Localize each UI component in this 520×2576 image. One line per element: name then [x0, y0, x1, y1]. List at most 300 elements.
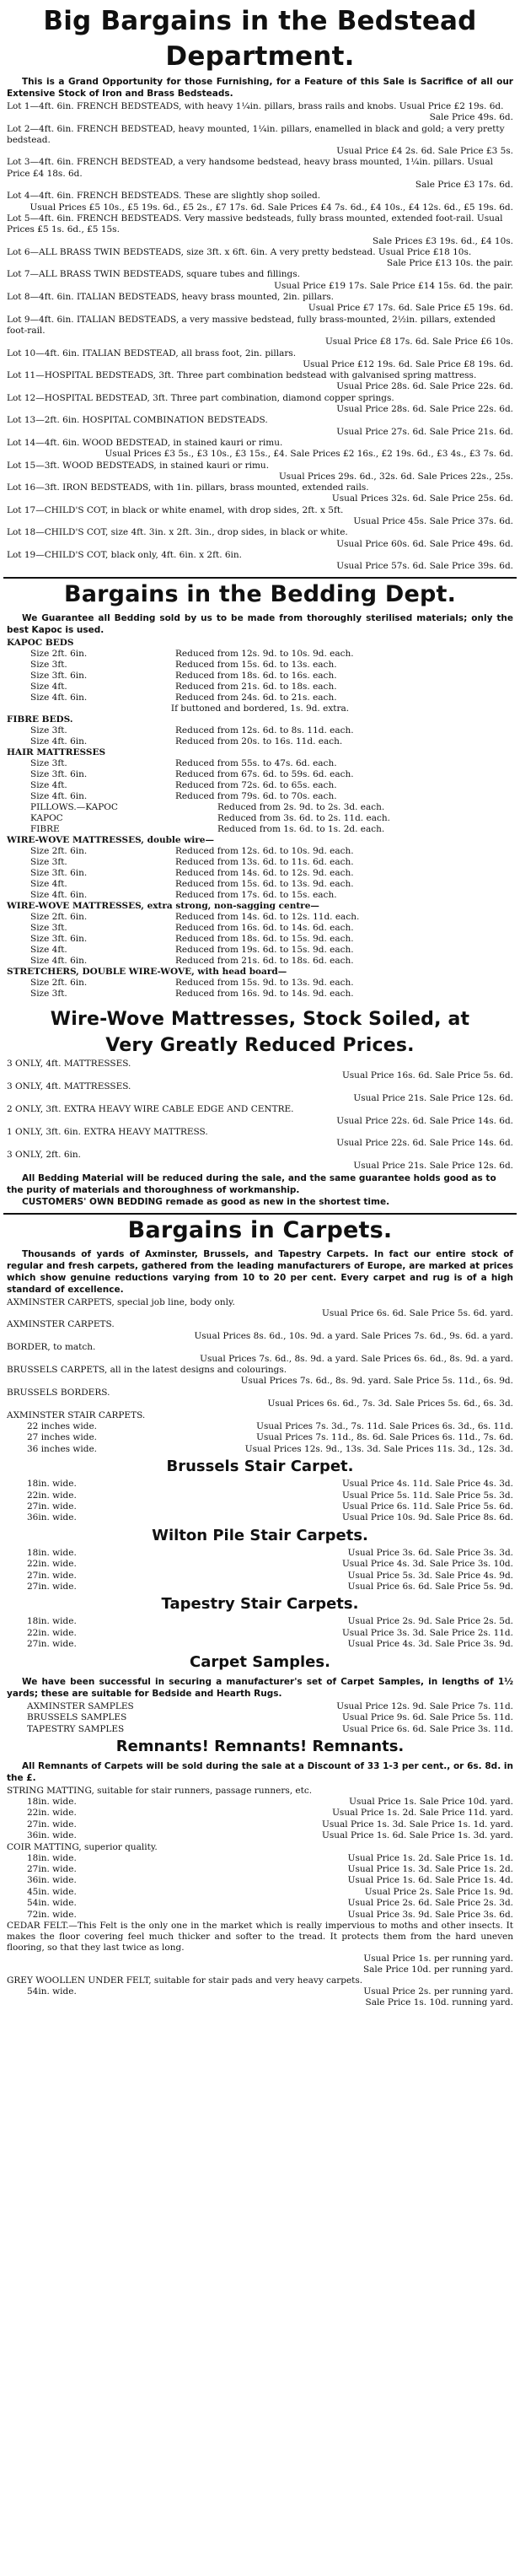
pillows-list	[3, 802, 517, 835]
soiled-item-price: Usual Price 21s. Sale Price 12s. 6d.	[353, 1161, 513, 1172]
item-size: KAPOC	[30, 813, 63, 824]
price-row	[7, 923, 513, 934]
soiled-section	[3, 1006, 517, 1207]
item-price: Reduced from 13s. 6d. to 11s. 6d. each.	[175, 857, 354, 868]
bedstead-lot	[7, 269, 513, 292]
carpet-line	[7, 1342, 513, 1365]
wilton-list	[3, 1548, 517, 1593]
item-size: Size 4ft. 6in.	[30, 693, 88, 703]
item-price: Reduced from 14s. 6d. to 12s. 11d. each.	[175, 912, 360, 923]
price-row	[7, 934, 513, 945]
soiled-items	[3, 1059, 517, 1172]
item-price: Reduced from 67s. 6d. to 59s. 6d. each.	[175, 769, 354, 780]
item-price: Usual Price 6s. 6d. Sale Price 3s. 11d.	[341, 1723, 513, 1734]
brussels-stair-title: Brussels Stair Carpet.	[166, 1458, 354, 1476]
cedar-usual: Usual Price 1s. per running yard.	[363, 1953, 513, 1964]
bedding-intro: We Guarantee all Bedding sold by us to be made from thoroughly sterilised materials; only the best Kapoc is used.	[7, 613, 513, 636]
item-size: Size 4ft. 6in.	[30, 956, 88, 967]
item-size: 36in. wide.	[27, 1512, 77, 1523]
price-row	[7, 868, 513, 879]
soiled-note: All Bedding Material will be reduced during the sale, and the same guarantee holds good as to the purity of materials and thoroughness of workmanship.	[7, 1172, 496, 1195]
samples-intro: We have been successful in securing a manufacturer's set of Carpet Samples, in lengths of 1½ yards; these are suitable for Bedside and Hearth Rugs.	[7, 1676, 513, 1699]
price-row	[7, 1548, 513, 1559]
item-size: 36in. wide.	[27, 1830, 77, 1841]
item-size: Size 3ft.	[30, 989, 67, 1000]
soiled-item-price: Usual Price 16s. 6d. Sale Price 5s. 6d.	[341, 1070, 513, 1081]
price-row	[7, 1639, 513, 1650]
fibre-heading: FIBRE BEDS.	[7, 714, 73, 725]
bedstead-title-2: Department.	[165, 41, 355, 72]
price-row	[7, 989, 513, 1000]
lot-price: Usual Prices £3 5s., £3 10s., £3 15s., £4. Sale Prices £2 16s., £2 19s. 6d., £3 4s., £3 7s. 6d.	[105, 449, 513, 460]
item-price: Usual Price 1s. 3d. Sale Price 1s. 1d. yard.	[322, 1819, 513, 1830]
item-size: 18in. wide.	[27, 1796, 77, 1807]
price-row	[7, 780, 513, 791]
item-size: 54in. wide.	[27, 1898, 77, 1909]
item-price: Usual Price 2s. 6d. Sale Price 2s. 3d.	[347, 1898, 513, 1909]
item-price: Reduced from 20s. to 16s. 11d. each.	[175, 736, 343, 747]
item-price: Usual Price 9s. 6d. Sale Price 5s. 11d.	[341, 1712, 513, 1723]
item-size: Size 4ft. 6in.	[30, 736, 88, 747]
item-size: BRUSSELS SAMPLES	[27, 1712, 127, 1723]
lot-description: Lot 2—4ft. 6in. FRENCH BEDSTEAD, heavy mounted, 1¼in. pillars, enamelled in black and gold; a very pretty bedstead.	[7, 123, 505, 145]
bedstead-lot	[7, 438, 513, 461]
lot-description: Lot 4—4ft. 6in. FRENCH BEDSTEADS. These are slightly shop soiled.	[7, 191, 321, 202]
item-price: Reduced from 24s. 6d. to 21s. each.	[175, 693, 337, 703]
carpet-line-price: Usual Price 6s. 6d. Sale Price 5s. 6d. yard.	[322, 1307, 513, 1318]
item-price: Reduced from 21s. 6d. to 18s. each.	[175, 682, 337, 693]
price-row	[7, 649, 513, 660]
carpet-line	[7, 1410, 513, 1421]
soiled-item-text: 3 ONLY, 2ft. 6in.	[7, 1149, 81, 1160]
carpet-line-text: AXMINSTER CARPETS.	[7, 1319, 115, 1330]
item-size: Size 2ft. 6in.	[30, 978, 88, 989]
lot-price: Usual Price 27s. 6d. Sale Price 21s. 6d.	[336, 426, 513, 437]
lot-description: Lot 16—3ft. IRON BEDSTEADS, with 1in. pillars, brass mounted, extended rails.	[7, 482, 369, 493]
soiled-item	[7, 1127, 513, 1150]
item-size: Size 3ft.	[30, 725, 67, 736]
item-price: Reduced from 12s. 6d. to 10s. 9d. each.	[175, 846, 354, 857]
lot-description: Lot 11—HOSPITAL BEDSTEADS, 3ft. Three part combination bedstead with galvanised spring mattress.	[7, 370, 477, 381]
price-row	[7, 671, 513, 682]
price-row	[7, 1808, 513, 1819]
wire-list	[3, 846, 517, 901]
hair-heading: HAIR MATTRESSES	[7, 747, 106, 758]
string-heading: STRING MATTING, suitable for stair runners, passage runners, etc.	[7, 1785, 313, 1796]
bedstead-title: Big Bargains in the Bedstead	[43, 6, 477, 36]
carpet-line-price: Usual Prices 7s. 6d., 8s. 9d. yard. Sale Price 5s. 11d., 6s. 9d.	[240, 1376, 513, 1387]
soiled-item-price: Usual Price 22s. 6d. Sale Price 14s. 6d.	[336, 1115, 513, 1126]
item-price: Usual Price 3s. 6d. Sale Price 3s. 3d.	[347, 1547, 513, 1558]
soiled-item-text: 2 ONLY, 3ft. EXTRA HEAVY WIRE CABLE EDGE AND CENTRE.	[7, 1104, 294, 1115]
price-row	[7, 813, 513, 824]
soiled-title: Wire-Wove Mattresses, Stock Soiled, at	[50, 1009, 470, 1031]
item-price: Usual Price 10s. 9d. Sale Price 8s. 6d.	[341, 1512, 513, 1523]
brussels-stair-list	[3, 1479, 517, 1524]
item-price: Reduced from 18s. 6d. to 16s. each.	[175, 671, 337, 682]
soiled-item	[7, 1059, 513, 1081]
bedstead-lot	[7, 550, 513, 573]
soiled-title-2: Very Greatly Reduced Prices.	[105, 1035, 415, 1057]
item-size: 22 inches wide.	[27, 1421, 98, 1431]
lot-price: Usual Price 28s. 6d. Sale Price 22s. 6d.	[336, 381, 513, 392]
lot-price: Usual Prices 32s. 6d. Sale Price 25s. 6d.	[331, 493, 513, 504]
lot-description: Lot 7—ALL BRASS TWIN BEDSTEADS, square tubes and fillings.	[7, 269, 300, 280]
item-size: Size 4ft.	[30, 945, 67, 956]
item-price: Reduced from 15s. 6d. to 13s. each.	[175, 660, 337, 671]
price-row	[7, 1910, 513, 1921]
carpet-line	[7, 1297, 513, 1320]
bedstead-lot	[7, 213, 513, 247]
price-row	[7, 1819, 513, 1830]
item-price: Usual Price 4s. 3d. Sale Price 3s. 9d.	[347, 1639, 513, 1650]
soiled-item-text: 3 ONLY, 4ft. MATTRESSES.	[7, 1059, 131, 1070]
item-price: Usual Price 2s. Sale Price 1s. 9d.	[364, 1886, 513, 1897]
item-size: Size 3ft. 6in.	[30, 934, 88, 945]
item-size: 22in. wide.	[27, 1559, 77, 1570]
item-price: Reduced from 16s. 6d. to 14s. 6d. each.	[175, 923, 354, 934]
item-size: Size 4ft. 6in.	[30, 791, 88, 802]
lot-description: Lot 12—HOSPITAL BEDSTEAD, 3ft. Three part combination, diamond copper springs.	[7, 392, 394, 403]
lot-price: Sale Price 49s. 6d.	[429, 112, 513, 123]
item-price: Usual Price 1s. 2d. Sale Price 1s. 1d.	[347, 1852, 513, 1863]
item-price: Reduced from 1s. 6d. to 1s. 2d. each.	[217, 824, 385, 835]
item-size: 27in. wide.	[27, 1863, 77, 1874]
price-row	[7, 1512, 513, 1523]
price-row	[7, 945, 513, 956]
bedstead-lot	[7, 101, 513, 124]
item-size: 27in. wide.	[27, 1582, 77, 1592]
price-row	[7, 1616, 513, 1627]
bedstead-lot	[7, 124, 513, 158]
bedstead-lot	[7, 482, 513, 505]
price-row	[7, 857, 513, 868]
lot-price: Usual Price £7 17s. 6d. Sale Price £5 19s. 6d.	[308, 303, 513, 314]
lot-description: Lot 13—2ft. 6in. HOSPITAL COMBINATION BEDSTEADS.	[7, 415, 268, 426]
item-price: Reduced from 21s. 6d. to 18s. 6d. each.	[175, 956, 354, 967]
hair-list	[3, 758, 517, 802]
price-row	[7, 1830, 513, 1841]
item-price: Usual Price 2s. 9d. Sale Price 2s. 5d.	[347, 1616, 513, 1627]
item-size: Size 2ft. 6in.	[30, 649, 88, 660]
lot-description: Lot 6—ALL BRASS TWIN BEDSTEADS, size 3ft. x 6ft. 6in. A very pretty bedstead. Usual Price £18 10s.	[7, 246, 472, 257]
item-price: Reduced from 17s. 6d. to 15s. each.	[175, 890, 337, 901]
carpet-line-text: AXMINSTER CARPETS, special job line, body only.	[7, 1296, 235, 1307]
item-size: Size 3ft.	[30, 758, 67, 769]
bedstead-intro: This is a Grand Opportunity for those Furnishing, for a Feature of this Sale is Sacrifice of all our Extensive Stock of Iron and Brass Bedsteads.	[7, 77, 513, 99]
grey-sale: Sale Price 1s. 10d. running yard.	[365, 1997, 513, 2008]
wire2-list	[3, 912, 517, 967]
price-row	[7, 1479, 513, 1490]
item-price: Reduced from 18s. 6d. to 15s. 9d. each.	[175, 934, 354, 945]
item-price: Reduced from 2s. 9d. to 2s. 3d. each.	[217, 802, 385, 813]
lot-description: Lot 3—4ft. 6in. FRENCH BEDSTEAD, a very handsome bedstead, heavy brass mounted, 1¼in. pillars. Usual Price £4 18s. 6d.	[7, 157, 493, 179]
price-row	[7, 956, 513, 967]
carpet-line-price: Usual Prices 8s. 6d., 10s. 9d. a yard. Sale Prices 7s. 6d., 9s. 6d. a yard.	[194, 1330, 513, 1341]
item-price: Usual Price 6s. 11d. Sale Price 5s. 6d.	[341, 1501, 513, 1512]
price-row	[7, 1571, 513, 1582]
lot-price: Usual Price £8 17s. 6d. Sale Price £6 10s.	[324, 337, 513, 348]
price-row	[7, 1501, 513, 1512]
price-row	[7, 1853, 513, 1864]
bedstead-lot	[7, 393, 513, 416]
fibre-list	[3, 725, 517, 747]
item-price: Usual Price 12s. 9d. Sale Price 7s. 11d.	[336, 1700, 513, 1711]
remnants-title: Remnants! Remnants! Remnants.	[115, 1737, 405, 1755]
soiled-item-text: 3 ONLY, 4ft. MATTRESSES.	[7, 1081, 131, 1092]
carpets-section	[3, 1215, 517, 2009]
bedstead-lot	[7, 315, 513, 348]
price-row	[7, 1724, 513, 1735]
lot-price: Usual Price £12 19s. 6d. Sale Price £8 19s. 6d.	[303, 358, 513, 369]
lot-description: Lot 9—4ft. 6in. ITALIAN BEDSTEADS, a very massive bedstead, fully brass-mounted, 2½in. pillars, extended foot-rail.	[7, 314, 496, 336]
item-size: Size 3ft. 6in.	[30, 868, 88, 879]
carpet-line-text: BORDER, to match.	[7, 1342, 96, 1353]
item-size: AXMINSTER SAMPLES	[27, 1700, 134, 1711]
soiled-item	[7, 1150, 513, 1172]
price-row	[7, 1421, 513, 1432]
item-size: 72in. wide.	[27, 1909, 77, 1920]
item-price: Usual Price 5s. 3d. Sale Price 4s. 9d.	[347, 1570, 513, 1581]
item-size: 36in. wide.	[27, 1875, 77, 1886]
lot-price: Usual Price 45s. Sale Price 37s. 6d.	[353, 515, 513, 526]
bedstead-lot	[7, 348, 513, 371]
kapoc-heading: KAPOC BEDS	[7, 638, 74, 649]
item-size: 27in. wide.	[27, 1819, 77, 1830]
bedstead-section	[3, 3, 517, 572]
price-row	[7, 1864, 513, 1875]
grey-felt: GREY WOOLLEN UNDER FELT, suitable for stair pads and very heavy carpets.	[7, 1975, 363, 1986]
samples-list	[3, 1701, 517, 1735]
soiled-item-price: Usual Price 22s. 6d. Sale Price 14s. 6d.	[336, 1138, 513, 1149]
item-price: Reduced from 55s. to 47s. 6d. each.	[175, 758, 337, 769]
item-size: 45in. wide.	[27, 1886, 77, 1897]
price-row	[7, 890, 513, 901]
kapoc-list	[3, 649, 517, 703]
item-price: Reduced from 12s. 6d. to 8s. 11d. each.	[175, 725, 354, 736]
soiled-item-price: Usual Price 21s. Sale Price 12s. 6d.	[353, 1092, 513, 1103]
item-size: Size 3ft.	[30, 857, 67, 868]
bedstead-lot	[7, 527, 513, 550]
stretcher-heading: STRETCHERS, DOUBLE WIRE-WOVE, with head board—	[7, 967, 287, 978]
kapoc-note: If buttoned and bordered, 1s. 9d. extra.	[170, 703, 350, 714]
item-size: 27in. wide.	[27, 1570, 77, 1581]
item-size: 18in. wide.	[27, 1616, 77, 1627]
price-row	[7, 693, 513, 703]
lot-price: Sale Prices £3 19s. 6d., £4 10s.	[373, 235, 513, 246]
price-row	[7, 791, 513, 802]
carpet-line-price: Usual Prices 7s. 6d., 8s. 9d. a yard. Sale Prices 6s. 6d., 8s. 9d. a yard.	[200, 1353, 513, 1364]
coir-heading: COIR MATTING, superior quality.	[7, 1841, 158, 1852]
string-list	[3, 1797, 517, 1842]
price-row	[7, 682, 513, 693]
lot-description: Lot 14—4ft. 6in. WOOD BEDSTEAD, in stained kauri or rimu.	[7, 437, 283, 448]
price-row	[7, 736, 513, 747]
item-price: Usual Price 3s. 9d. Sale Price 3s. 6d.	[347, 1909, 513, 1920]
price-row	[7, 1444, 513, 1455]
coir-list	[3, 1853, 517, 1921]
price-row	[7, 660, 513, 671]
price-row	[7, 978, 513, 989]
item-price: Usual Prices 7s. 11d., 8s. 6d. Sale Prices 6s. 11d., 7s. 6d.	[256, 1432, 513, 1443]
lot-price: Sale Price £13 10s. the pair.	[386, 258, 513, 269]
bedstead-lot	[7, 247, 513, 270]
item-size: 27 inches wide.	[27, 1432, 98, 1443]
price-row	[7, 758, 513, 769]
item-size: Size 2ft. 6in.	[30, 912, 88, 923]
bedstead-lots	[3, 101, 517, 572]
item-size: 27in. wide.	[27, 1639, 77, 1650]
price-row	[7, 1490, 513, 1501]
lot-description: Lot 15—3ft. WOOD BEDSTEADS, in stained kauri or rimu.	[7, 460, 270, 471]
lot-description: Lot 17—CHILD'S COT, in black or white enamel, with drop sides, 2ft. x 5ft.	[7, 504, 344, 515]
item-price: Usual Price 4s. 11d. Sale Price 4s. 3d.	[341, 1479, 513, 1490]
lot-price: Sale Price £3 17s. 6d.	[415, 180, 513, 191]
item-size: 36 inches wide.	[27, 1443, 98, 1454]
price-row	[7, 802, 513, 813]
price-row	[7, 1875, 513, 1886]
lot-price: Usual Price 57s. 6d. Sale Price 39s. 6d.	[336, 561, 513, 572]
item-size: FIBRE	[30, 824, 60, 835]
item-size: Size 4ft.	[30, 780, 67, 791]
item-size: Size 4ft. 6in.	[30, 890, 88, 901]
lot-description: Lot 1—4ft. 6in. FRENCH BEDSTEADS, with heavy 1¼in. pillars, brass rails and knobs. Usual Price £2 19s. 6d.	[7, 101, 504, 111]
price-row	[7, 1887, 513, 1898]
soiled-note-2: CUSTOMERS' OWN BEDDING remade as good as new in the shortest time.	[22, 1196, 390, 1207]
carpets-intro: Thousands of yards of Axminster, Brussels, and Tapestry Carpets. In fact our entire stock of regular and fresh carpets, gathered from the leading manufacturers of Europe, are marked at prices which show genuine reductions varying from 10 to 20 per cent. Every carpet and rug is of a high standard of excellence.	[7, 1248, 513, 1295]
item-size: 22in. wide.	[27, 1808, 77, 1819]
item-price: Reduced from 79s. 6d. to 70s. each.	[175, 791, 337, 802]
price-row	[7, 1712, 513, 1723]
item-price: Reduced from 12s. 9d. to 10s. 9d. each.	[175, 649, 354, 660]
price-row	[7, 769, 513, 780]
item-size: TAPESTRY SAMPLES	[27, 1723, 125, 1734]
grey-size: 54in. wide.	[27, 1986, 77, 1997]
carpet-line	[7, 1365, 513, 1388]
item-price: Reduced from 15s. 6d. to 13s. 9d. each.	[175, 879, 354, 890]
item-price: Usual Price 1s. 6d. Sale Price 1s. 4d.	[347, 1875, 513, 1886]
item-size: 22in. wide.	[27, 1627, 77, 1638]
item-price: Usual Price 3s. 3d. Sale Price 2s. 11d.	[341, 1627, 513, 1638]
bedstead-lot	[7, 292, 513, 315]
price-row	[7, 824, 513, 835]
lot-price: Usual Prices 29s. 6d., 32s. 6d. Sale Prices 22s., 25s.	[278, 471, 513, 482]
cedar-felt: CEDAR FELT.—This Felt is the only one in the market which is really impervious to moths and other insects. It makes the floor covering feel much thicker and softer to the tread. It protects them from the hard uneven flooring, so that they last twice as long.	[7, 1920, 513, 1953]
soiled-item	[7, 1081, 513, 1104]
cedar-sale: Sale Price 10d. per running yard.	[362, 1964, 513, 1975]
bedstead-lot	[7, 415, 513, 438]
item-price: Usual Prices 12s. 9d., 13s. 3d. Sale Prices 11s. 3d., 12s. 3d.	[244, 1443, 513, 1454]
item-size: Size 4ft.	[30, 682, 67, 693]
carpet-line	[7, 1319, 513, 1342]
price-row	[7, 725, 513, 736]
price-row	[7, 1628, 513, 1639]
item-size: PILLOWS.—KAPOC	[30, 802, 118, 813]
lot-description: Lot 5—4ft. 6in. FRENCH BEDSTEADS. Very massive bedsteads, fully brass mounted, extended foot-rail. Usual Prices £5 1s. 6d., £5 15s.	[7, 213, 503, 235]
bedstead-lot	[7, 461, 513, 483]
item-price: Usual Prices 7s. 3d., 7s. 11d. Sale Prices 6s. 3d., 6s. 11d.	[256, 1421, 513, 1431]
item-price: Reduced from 19s. 6d. to 15s. 9d. each.	[175, 945, 354, 956]
item-size: Size 3ft. 6in.	[30, 671, 88, 682]
lot-description: Lot 8—4ft. 6in. ITALIAN BEDSTEADS, heavy brass mounted, 2in. pillars.	[7, 292, 334, 303]
lot-price: Usual Price 28s. 6d. Sale Price 22s. 6d.	[336, 404, 513, 415]
tapestry-title: Tapestry Stair Carpets.	[161, 1595, 359, 1614]
soiled-item-text: 1 ONLY, 3ft. 6in. EXTRA HEAVY MATTRESS.	[7, 1126, 208, 1137]
lot-price: Usual Price 60s. 6d. Sale Price 49s. 6d.	[336, 538, 513, 549]
bedding-title: Bargains in the Bedding Dept.	[63, 581, 457, 608]
samples-title: Carpet Samples.	[190, 1652, 330, 1671]
item-price: Usual Price 1s. 6d. Sale Price 1s. 3d. yard.	[322, 1830, 513, 1841]
item-price: Reduced from 14s. 6d. to 12s. 9d. each.	[175, 868, 354, 879]
item-size: Size 3ft.	[30, 923, 67, 934]
item-price: Usual Price 1s. Sale Price 10d. yard.	[349, 1796, 513, 1807]
item-price: Reduced from 3s. 6d. to 2s. 11d. each.	[217, 813, 390, 824]
carpets-title: Bargains in Carpets.	[127, 1216, 393, 1243]
price-row	[7, 846, 513, 857]
carpet-line-price: Usual Prices 6s. 6d., 7s. 3d. Sale Prices 5s. 6d., 6s. 3d.	[267, 1398, 513, 1409]
bedding-section	[3, 579, 517, 1000]
tapestry-list	[3, 1616, 517, 1650]
wilton-title: Wilton Pile Stair Carpets.	[152, 1526, 368, 1544]
grey-felt-row	[7, 1986, 513, 1997]
lot-price: Usual Prices £5 10s., £5 19s. 6d., £5 2s., £7 17s. 6d. Sale Prices £4 7s. 6d., £4 10s., £4 12s. 6d., £5 19s. 6d.	[29, 202, 513, 213]
lot-description: Lot 19—CHILD'S COT, black only, 4ft. 6in. x 2ft. 6in.	[7, 549, 243, 560]
price-row	[7, 1559, 513, 1570]
wire2-heading: WIRE-WOVE MATTRESSES, extra strong, non-sagging centre—	[7, 901, 319, 912]
carpet-line-text: BRUSSELS CARPETS, all in the latest designs and colourings.	[7, 1364, 287, 1375]
price-row	[7, 1432, 513, 1443]
item-price: Usual Price 4s. 3d. Sale Price 3s. 10d.	[341, 1559, 513, 1570]
carpet-line	[7, 1388, 513, 1410]
item-price: Usual Price 1s. 3d. Sale Price 1s. 2d.	[347, 1863, 513, 1874]
lot-price: Usual Price £4 2s. 6d. Sale Price £3 5s.	[336, 146, 513, 157]
item-size: 22in. wide.	[27, 1490, 77, 1501]
bedstead-lot	[7, 370, 513, 393]
item-price: Reduced from 15s. 9d. to 13s. 9d. each.	[175, 978, 354, 989]
item-size: 18in. wide.	[27, 1547, 77, 1558]
price-row	[7, 912, 513, 923]
price-row	[7, 1701, 513, 1712]
bedstead-lot	[7, 191, 513, 213]
price-row	[7, 1797, 513, 1808]
item-size: Size 2ft. 6in.	[30, 846, 88, 857]
item-price: Reduced from 72s. 6d. to 65s. each.	[175, 780, 337, 791]
price-row	[7, 1898, 513, 1909]
price-row	[7, 1582, 513, 1592]
lot-description: Lot 18—CHILD'S COT, size 4ft. 3in. x 2ft. 3in., drop sides, in black or white.	[7, 527, 348, 538]
remnants-intro: All Remnants of Carpets will be sold during the sale at a Discount of 33 1-3 per cent., or 6s. 8d. in the £.	[7, 1760, 513, 1783]
lot-price: Usual Price £19 17s. Sale Price £14 15s. 6d. the pair.	[274, 280, 513, 291]
bedstead-lot	[7, 157, 513, 191]
item-size: Size 3ft.	[30, 660, 67, 671]
item-price: Reduced from 16s. 9d. to 14s. 9d. each.	[175, 989, 354, 1000]
axminster-stair-list	[3, 1421, 517, 1455]
grey-usual: Usual Price 2s. per running yard.	[363, 1986, 513, 1997]
carpet-line-text: AXMINSTER STAIR CARPETS.	[7, 1409, 146, 1420]
item-size: 18in. wide.	[27, 1479, 77, 1490]
bedstead-lot	[7, 505, 513, 528]
lot-description: Lot 10—4ft. 6in. ITALIAN BEDSTEAD, all brass foot, 2in. pillars.	[7, 348, 297, 358]
item-size: 27in. wide.	[27, 1501, 77, 1512]
stretcher-list	[3, 978, 517, 1000]
item-price: Usual Price 1s. 2d. Sale Price 11d. yard.	[332, 1808, 513, 1819]
price-row	[7, 879, 513, 890]
item-size: 18in. wide.	[27, 1852, 77, 1863]
item-size: Size 3ft. 6in.	[30, 769, 88, 780]
item-price: Usual Price 5s. 11d. Sale Price 5s. 3d.	[341, 1490, 513, 1501]
item-size: Size 4ft.	[30, 879, 67, 890]
wire-heading: WIRE-WOVE MATTRESSES, double wire—	[7, 835, 214, 846]
